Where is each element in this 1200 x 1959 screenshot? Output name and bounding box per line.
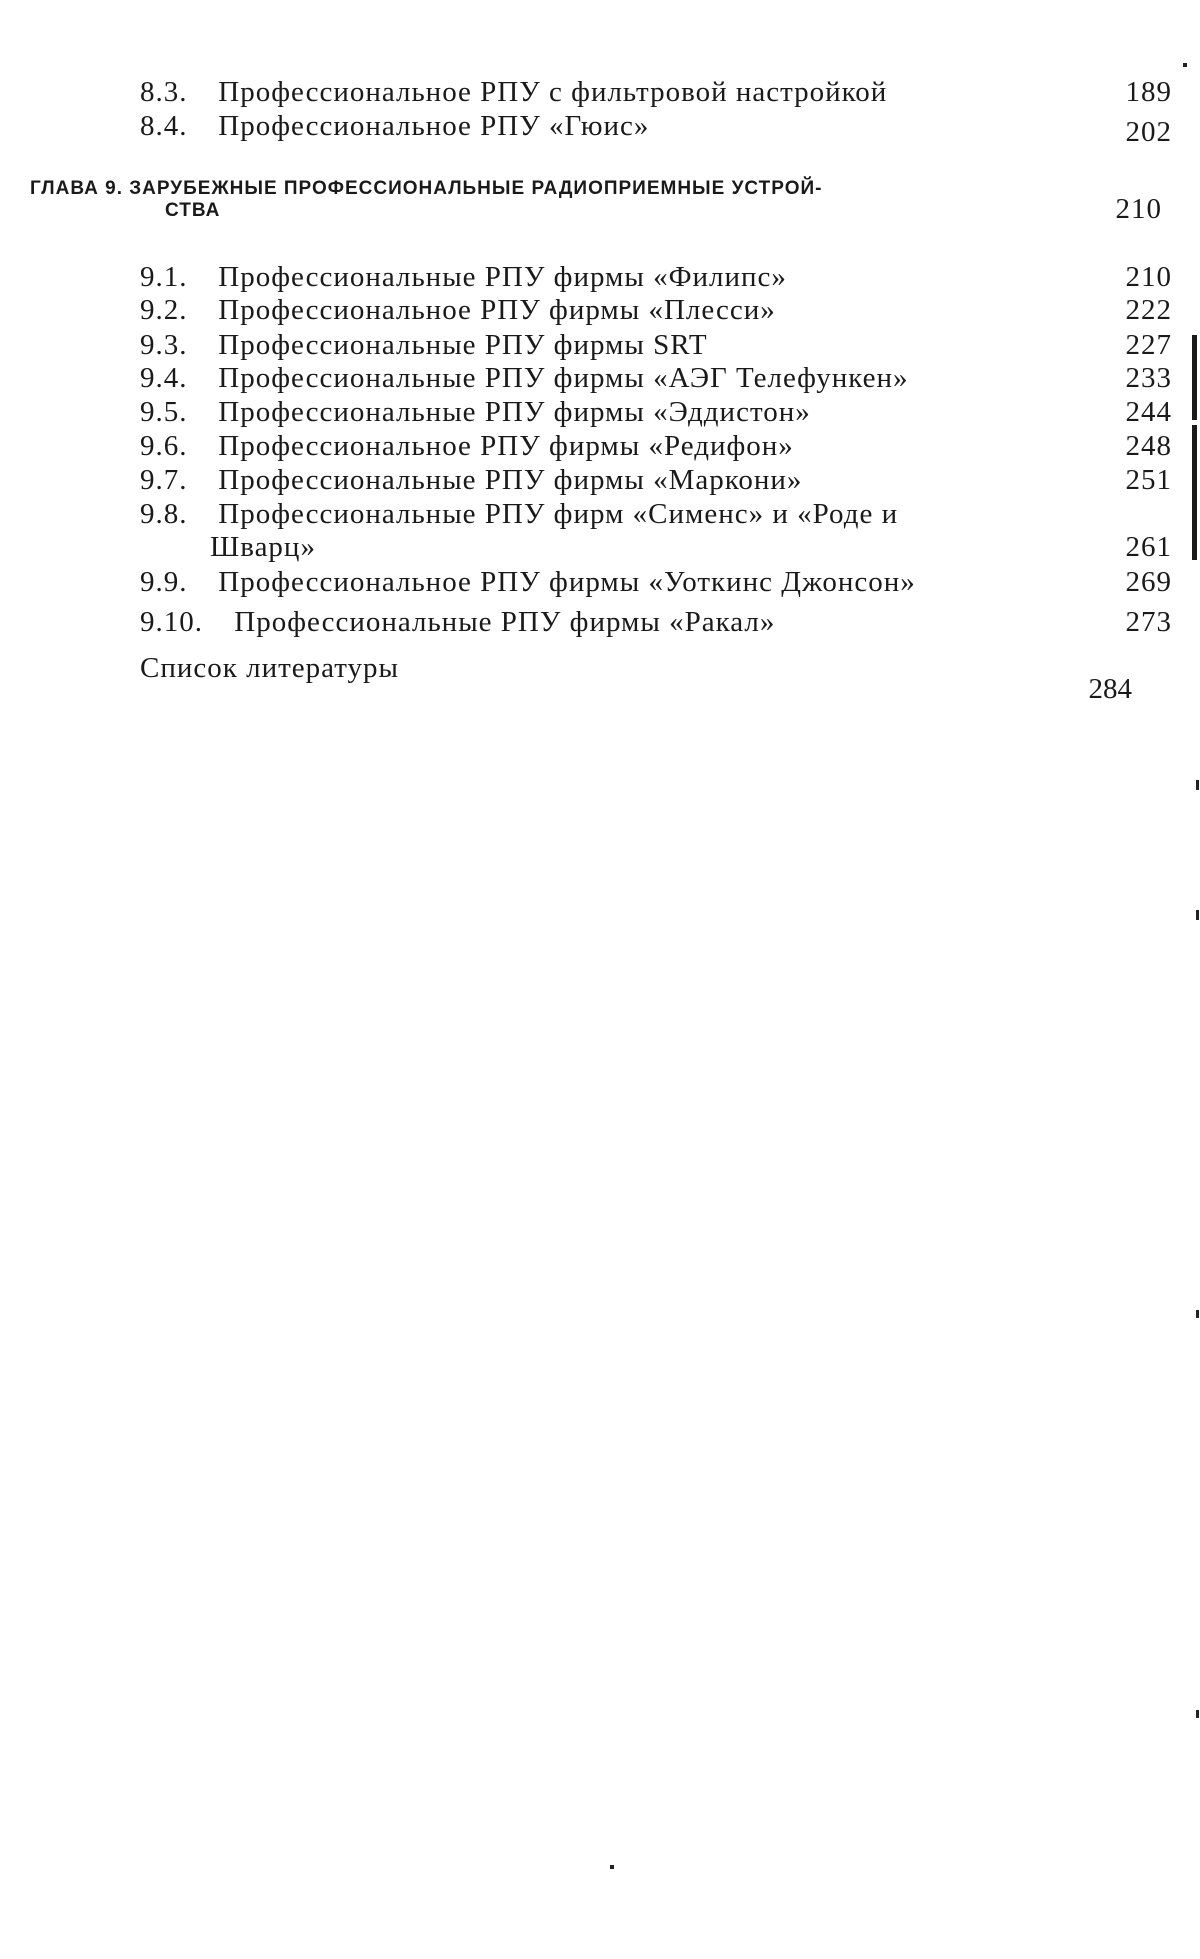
toc-entry-9-6 <box>140 430 1172 463</box>
chapter-heading-line2: СТВА <box>165 200 221 221</box>
chapter-heading <box>30 178 1162 225</box>
toc-entry-9-10 <box>140 606 1172 639</box>
chapter-heading-line1: ГЛАВА 9. ЗАРУБЕЖНЫЕ ПРОФЕССИОНАЛЬНЫЕ РАДИОПРИЕМНЫЕ УСТРОЙ- <box>30 178 823 199</box>
toc-entry-title: Профессиональные РПУ фирмы SRT <box>218 329 708 361</box>
toc-entry-number: 9.1. <box>140 261 188 293</box>
toc-entry-number: 9.3. <box>140 329 188 361</box>
toc-entry-title-continued: Шварц» <box>210 531 316 563</box>
toc-entry-page: 269 <box>1125 566 1172 598</box>
toc-entry-page: 244 <box>1125 396 1172 428</box>
toc-entry-number: 9.10. <box>140 606 203 638</box>
toc-entry-title: Профессиональные РПУ фирмы «Эддистон» <box>218 396 811 428</box>
toc-entry-number: 9.5. <box>140 396 188 428</box>
toc-entry-title: Профессиональные РПУ фирмы «АЭГ Телефункен» <box>218 362 909 394</box>
toc-entry-title: Профессиональное РПУ фирмы «Плесси» <box>218 294 776 326</box>
toc-entry-9-8 <box>140 498 1172 563</box>
scan-speck <box>1183 63 1187 67</box>
toc-entry-title: Профессиональное РПУ «Гюис» <box>218 110 650 142</box>
chapter-page: 210 <box>1115 193 1162 225</box>
toc-entry-9-7 <box>140 464 1172 497</box>
toc-entry-title: Профессиональные РПУ фирмы «Маркони» <box>218 464 803 496</box>
toc-entry-9-3 <box>140 329 1172 362</box>
toc-entry-page: 189 <box>1125 76 1172 108</box>
toc-entry-page: 227 <box>1125 329 1172 361</box>
scan-speck <box>1196 910 1199 920</box>
toc-entry-title: Профессиональное РПУ фирмы «Уоткинс Джонсон» <box>218 566 916 598</box>
toc-entry-9-9 <box>140 566 1172 599</box>
toc-entry-page: 261 <box>1125 531 1172 563</box>
toc-entry-number: 9.4. <box>140 362 188 394</box>
toc-entry-number: 9.8. <box>140 498 188 530</box>
bibliography-title: Список литературы <box>140 652 400 684</box>
toc-entry-number: 9.9. <box>140 566 188 598</box>
toc-entry-title: Профессиональные РПУ фирмы «Ракал» <box>234 606 776 638</box>
scan-speck <box>1196 1710 1199 1718</box>
toc-entry-page: 273 <box>1125 606 1172 638</box>
toc-entry-9-5 <box>140 396 1172 429</box>
toc-entry-page: 222 <box>1125 294 1172 326</box>
scan-edge-mark <box>1192 335 1197 420</box>
toc-entry-title: Профессиональные РПУ фирм «Сименс» и «Роде и <box>218 498 899 530</box>
toc-entry-page: 202 <box>1125 116 1172 148</box>
bibliography-page: 284 <box>1088 673 1132 705</box>
scan-edge-mark <box>1192 425 1197 560</box>
toc-entry-page: 248 <box>1125 430 1172 462</box>
toc-entry-9-4 <box>140 362 1172 395</box>
toc-entry-page: 233 <box>1125 362 1172 394</box>
toc-entry-page: 210 <box>1125 261 1172 293</box>
toc-entry-8-3 <box>140 76 1172 109</box>
toc-entry-number: 8.4. <box>140 110 188 142</box>
toc-entry-title: Профессиональное РПУ фирмы «Редифон» <box>218 430 794 462</box>
scan-speck <box>1196 1310 1199 1318</box>
toc-entry-number: 9.6. <box>140 430 188 462</box>
scan-speck <box>610 1865 614 1869</box>
toc-entry-9-2 <box>140 294 1172 327</box>
toc-entry-number: 9.7. <box>140 464 188 496</box>
toc-entry-page: 251 <box>1125 464 1172 496</box>
toc-entry-title: Профессиональные РПУ фирмы «Филипс» <box>218 261 787 293</box>
toc-entry-title: Профессиональное РПУ с фильтровой настройкой <box>218 76 888 108</box>
toc-entry-9-1 <box>140 261 1172 294</box>
scan-speck <box>1196 780 1199 790</box>
toc-entry-number: 9.2. <box>140 294 188 326</box>
toc-entry-number: 8.3. <box>140 76 188 108</box>
toc-entry-8-4 <box>140 110 1172 148</box>
